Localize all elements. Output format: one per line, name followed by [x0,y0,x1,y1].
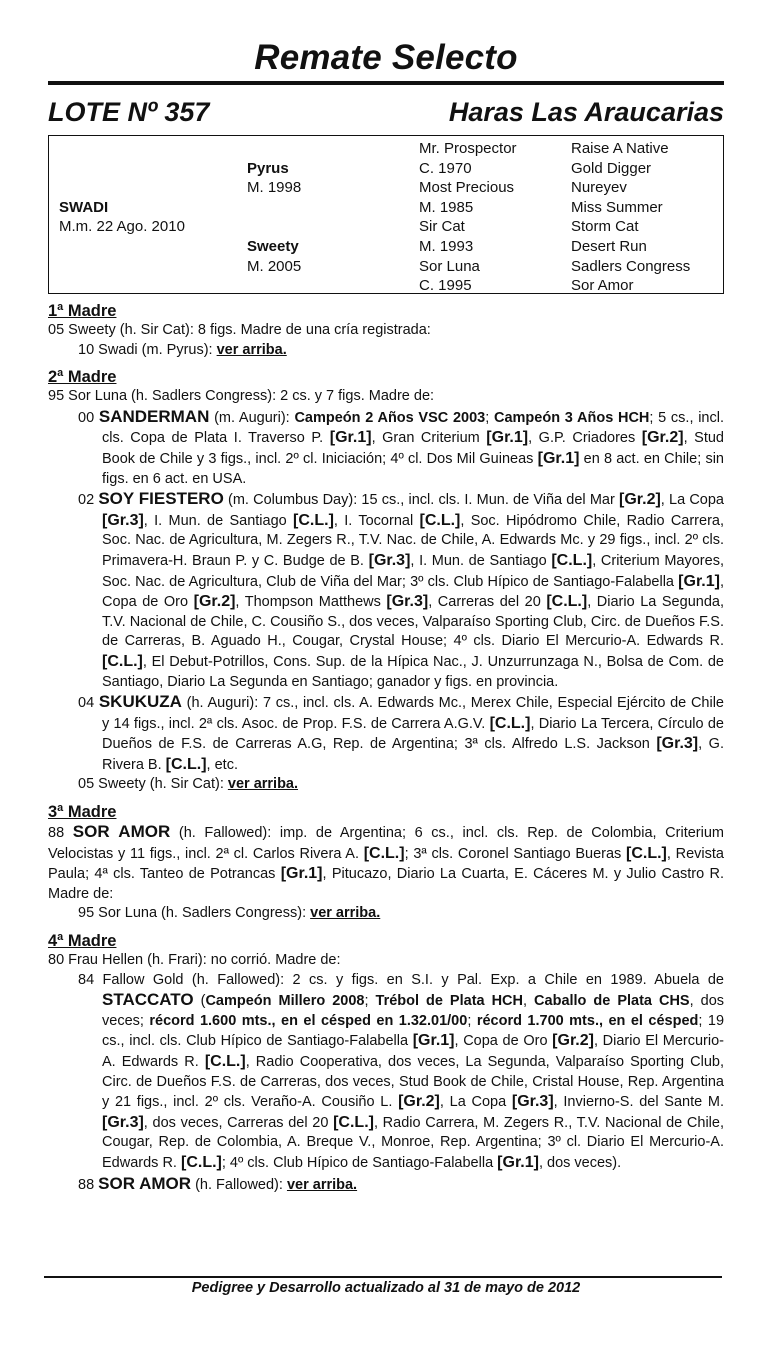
cross-reference: ver arriba. [310,905,381,922]
cross-reference: ver arriba. [286,1176,358,1193]
section-heading: 4ª Madre [48,932,117,951]
produce-entry: 88 SOR AMOR (h. Fallowed): ver arriba. [78,1173,358,1193]
fourth-dam-section [48,932,724,1195]
horse-birth: M.m. 22 Ago. 2010 [59,218,185,236]
pedigree-col-grandparents: Mr. Prospector C. 1970 Most Precious M. 1985 Sir Cat M. 1993 Sor Luna C. 1995 [419,140,517,295]
horse-name: SOY FIESTERO [98,489,224,509]
title-divider [48,81,724,85]
produce-entry: 10 Swadi (m. Pyrus): ver arriba. [78,341,287,358]
section-heading: 3ª Madre [48,803,117,822]
pedigree-col-horse [59,139,185,296]
pedigree-col-great-grandparents: Raise A Native Gold Digger Nureyev Miss Summer Storm Cat Desert Run Sadlers Congress Sor Amor [571,140,691,295]
catalog-page [48,0,724,1195]
second-dam-section [48,368,724,795]
horse-name: STACCATO [102,990,194,1010]
dam-name: Sweety [247,237,299,255]
section-heading: 2ª Madre [48,368,117,387]
produce-entry: 95 Sor Luna (h. Sadlers Congress): ver arriba. [78,905,381,922]
section-heading: 1ª Madre [48,302,117,320]
produce-entry: 84 Fallow Gold (h. Fallowed): 2 cs. y figs. en S.I. y Pal. Exp. a Chile en 1989. Abuela de STACCATO (Campeón Millero 2008; Trébol de Plata HCH, Caballo de Plata CHS, dos veces; récord 1.600 mts., en el césped en 1.32.01/00; récord 1.700 mts., en el césped; 19 cs., incl. cls. Club Hípico de Santiago-Falabella [Gr.1], Copa de Oro [Gr.2], Diario El Mercurio-A. Edwards R. [C.L.], Radio Cooperativa, dos veces, La Segunda, Valparaíso Sporting Club, Circ. de Dueños F.S. de Carreras, dos veces, Stud Book de Chile, Cristal House, Rep. Argentina y 21 figs., incl. 2º cls. Veraño-A. Cousiño L. [Gr.2], La Copa [Gr.3], Invierno-S. del Sante M. [Gr.3], dos veces, Carreras del 20 [C.L.], Radio Carrera, M. Zegers R., T.V. Nacional de Chile, Cougar, Rep. de Colombia, A. Breque V., Monroe, Rep. Argentina; 3º cl. Diario El Mercurio-A. Edwards R. [C.L.]; 4º cls. Club Hípico de Santiago-Falabella [Gr.1], dos veces). [78,971,725,1171]
dam-entry: 80 Frau Hellen (h. Frari): no corrió. Madre de: [48,952,341,969]
dam-entry: 95 Sor Luna (h. Sadlers Congress): 2 cs. y 7 figs. Madre de: [48,388,435,405]
horse-name: SANDERMAN [98,406,210,426]
page-title: Remate Selecto [254,38,518,77]
horse-name: SWADI [59,198,109,216]
produce-entry: 00 SANDERMAN (m. Auguri): Campeón 2 Años VSC 2003; Campeón 3 Años HCH; 5 cs., incl. cls. Copa de Plata I. Traverso P. [Gr.1], Gran Criterium [Gr.1], G.P. Criadores [Gr.2], Stud Book de Chile y 3 figs., incl. 2º cl. Iniciación; 4º cl. Dos Mil Guineas [Gr.1] en 8 act. en Chile; sin figs. en 6 act. en USA. [78,406,724,487]
dam-entry: 88 SOR AMOR (h. Fallowed): imp. de Argentina; 6 cs., incl. cls. Rep. de Colombia, Criterium Velocistas y 11 figs., incl. 2ª cl. Carlos Rivera A. [C.L.]; 3ª cls. Coronel Santiago Bueras [C.L.], Revista Paula; 4ª cls. Tanteo de Potrancas [Gr.1], Pitucazo, Diario La Cuarta, E. Cáceres M. y Julio Castro R. Madre de: [48,822,724,902]
dam-year: M. 2005 [247,257,302,275]
pedigree-col-parents [247,139,301,296]
third-dam-section [48,803,724,924]
lot-number: LOTE Nº 357 [48,97,210,127]
cross-reference: ver arriba. [216,341,287,358]
first-dam-section [48,302,724,360]
produce-entry: 04 SKUKUZA (h. Auguri): 7 cs., incl. cls. A. Edwards Mc., Merex Chile, Especial Ejército de Chile y 14 figs., incl. 2ª cls. Asoc. de Prop. F.S. de Carrera A.G.V. [C.L.], Diario La Tercera, Círculo de Dueños de F.S. de Carreras A.G, Rep. de Argentina; 3ª cls. Alfredo L.S. Jackson [Gr.3], G. Rivera B. [C.L.], etc. [78,692,724,773]
dam-entry: 05 Sweety (h. Sir Cat): 8 figs. Madre de una cría registrada: [48,322,431,338]
horse-name: SKUKUZA [98,692,182,712]
cross-reference: ver arriba. [227,776,299,793]
horse-name: SOR AMOR [72,822,171,842]
sire-year: M. 1998 [247,179,302,197]
farm-name: Haras Las Araucarias [448,97,724,127]
footer-note: Pedigree y Desarrollo actualizado al 31 de mayo de 2012 [191,1280,581,1296]
lot-header [48,97,724,127]
pedigree-table [48,135,724,294]
horse-name: SOR AMOR [98,1173,192,1193]
footer-divider [44,1276,722,1278]
produce-entry: 05 Sweety (h. Sir Cat): ver arriba. [78,776,299,793]
sire-name: Pyrus [247,159,289,177]
produce-entry: 02 SOY FIESTERO (m. Columbus Day): 15 cs., incl. cls. I. Mun. de Viña del Mar [Gr.2], La Copa [Gr.3], I. Mun. de Santiago [C.L.], I. Tocornal [C.L.], Soc. Hipódromo Chile, Radio Carrera, Soc. Nac. de Agricultura, M. Zegers R., T.V. Nac. de Chile, A. Edwards Mc. y 29 figs., incl. 2º cls. Primavera-H. Braun P. y C. Budge de B. [Gr.3], I. Mun. de Santiago [C.L.], Criterium Mayores, Soc. Nac. de Agricultura, Club de Viña del Mar; 3º cls. Club Hípico de Santiago-Falabella [Gr.1], Copa de Oro [Gr.2], Thompson Matthews [Gr.3], Carreras del 20 [C.L.], Diario La Segunda, T.V. Nacional de Chile, C. Cousiño S., dos veces, Valparaíso Sporting Club, Circ. de Dueños F.S. de Carreras, B. Aguado H., Cougar, Crystal House; 4º cls. Diario El Mercurio-A. Edwards R. [C.L.], El Debut-Potrillos, Cons. Sup. de la Hípica Nac., J. Unzurrunzaga N., Bolsa de Com. de Santiago, Diario La Segunda en Santiago; ganador y figs. en provincia. [78,489,725,690]
